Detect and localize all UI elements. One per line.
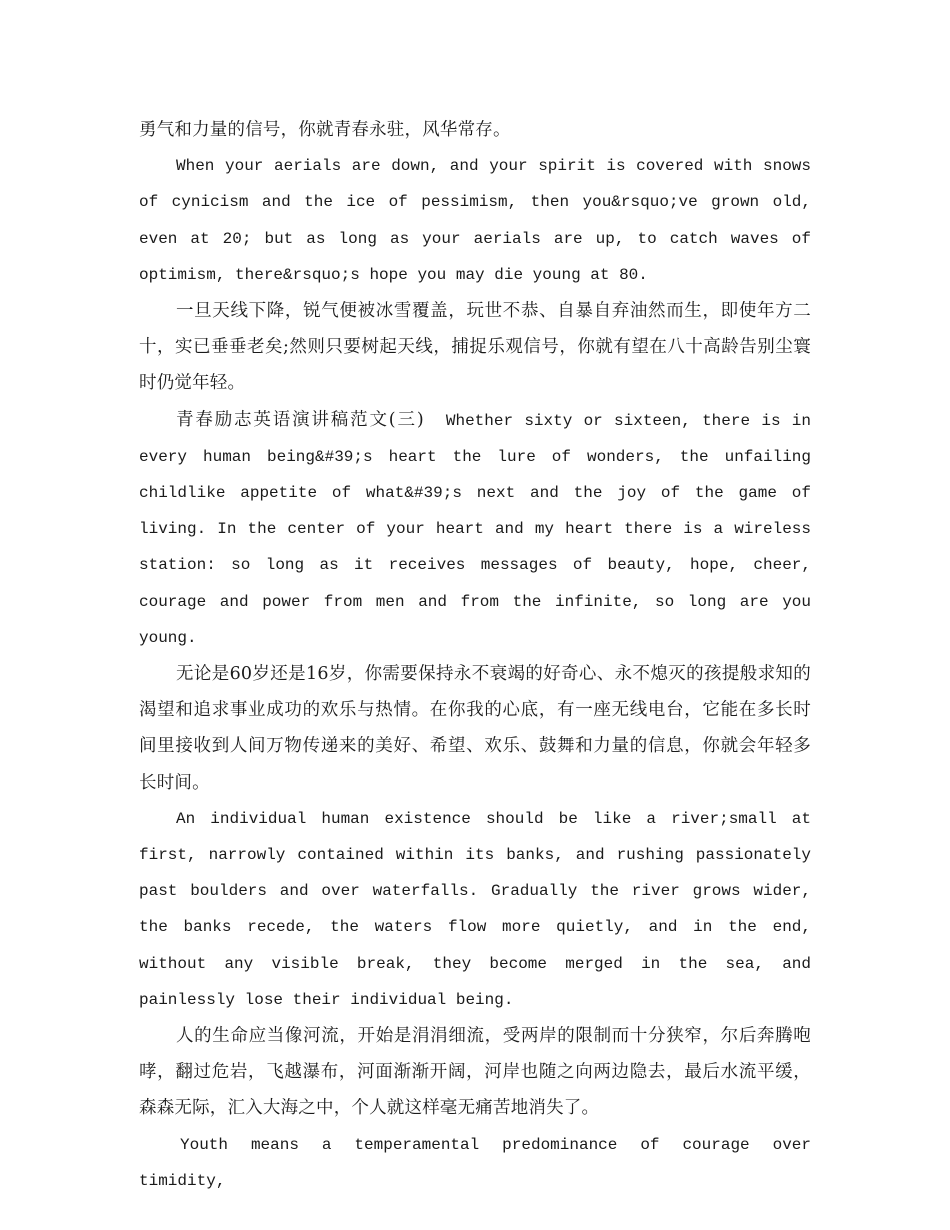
paragraph-en-3: Youth means a temperamental predominance of courage over timidity, bbox=[139, 1135, 811, 1190]
paragraph-zh-3: 无论是60岁还是16岁，你需要保持永不衰竭的好奇心、永不熄灭的孩提般求知的渴望和追求事业成功的欢乐与热情。在你我的心底，有一座无线电台，它能在多长时间里接收到人间万物传递来的美好、希望、欢乐、鼓舞和力量的信息，你就会年轻多长时间。 bbox=[139, 664, 811, 793]
document-body bbox=[139, 112, 811, 1199]
paragraph-zh-2: 一旦天线下降，锐气便被冰雪覆盖，玩世不恭、自暴自弃油然而生，即使年方二十，实已垂垂老矣;然则只要树起天线，捕捉乐观信号，你就有望在八十高龄告别尘寰时仍觉年轻。 bbox=[139, 301, 811, 394]
section-heading: 青春励志英语演讲稿范文(三) bbox=[176, 409, 424, 430]
paragraph-zh-1: 勇气和力量的信号，你就青春永驻，风华常存。 bbox=[139, 120, 511, 140]
paragraph-en-2: An individual human existence should be like a river;small at first, narrowly contained within its banks, and rushing passionately past boulders and over waterfalls. Gradually the river grows wider, the banks recede, the waters flow more quietly, and in the end, without any visible break, they become merged in the sea, and painlessly lose their individual being. bbox=[139, 809, 811, 1009]
paragraph-zh-4: 人的生命应当像河流，开始是涓涓细流，受两岸的限制而十分狭窄，尔后奔腾咆哮，翻过危岩，飞越瀑布，河面渐渐开阔，河岸也随之向两边隐去，最后水流平缓，森森无际，汇入大海之中，个人就这样毫无痛苦地消失了。 bbox=[139, 1026, 811, 1119]
section-three-text: Whether sixty or sixteen, there is in every human being&#39;s heart the lure of wonders, the unfailing childlike appetite of what&#39;s next and the joy of the game of living. In the center of your heart and my heart there is a wireless station: so long as it receives messages of beauty, hope, cheer, courage and power from men and from the infinite, so long are you young. bbox=[139, 411, 811, 647]
paragraph-en-1: When your aerials are down, and your spirit is covered with snows of cynicism and the ice of pessimism, then you&rsquo;ve grown old, even at 20; but as long as your aerials are up, to catch waves of optimism, there&rsquo;s hope you may die young at 80. bbox=[139, 157, 811, 284]
paragraph-mixed-section-three bbox=[139, 402, 811, 656]
